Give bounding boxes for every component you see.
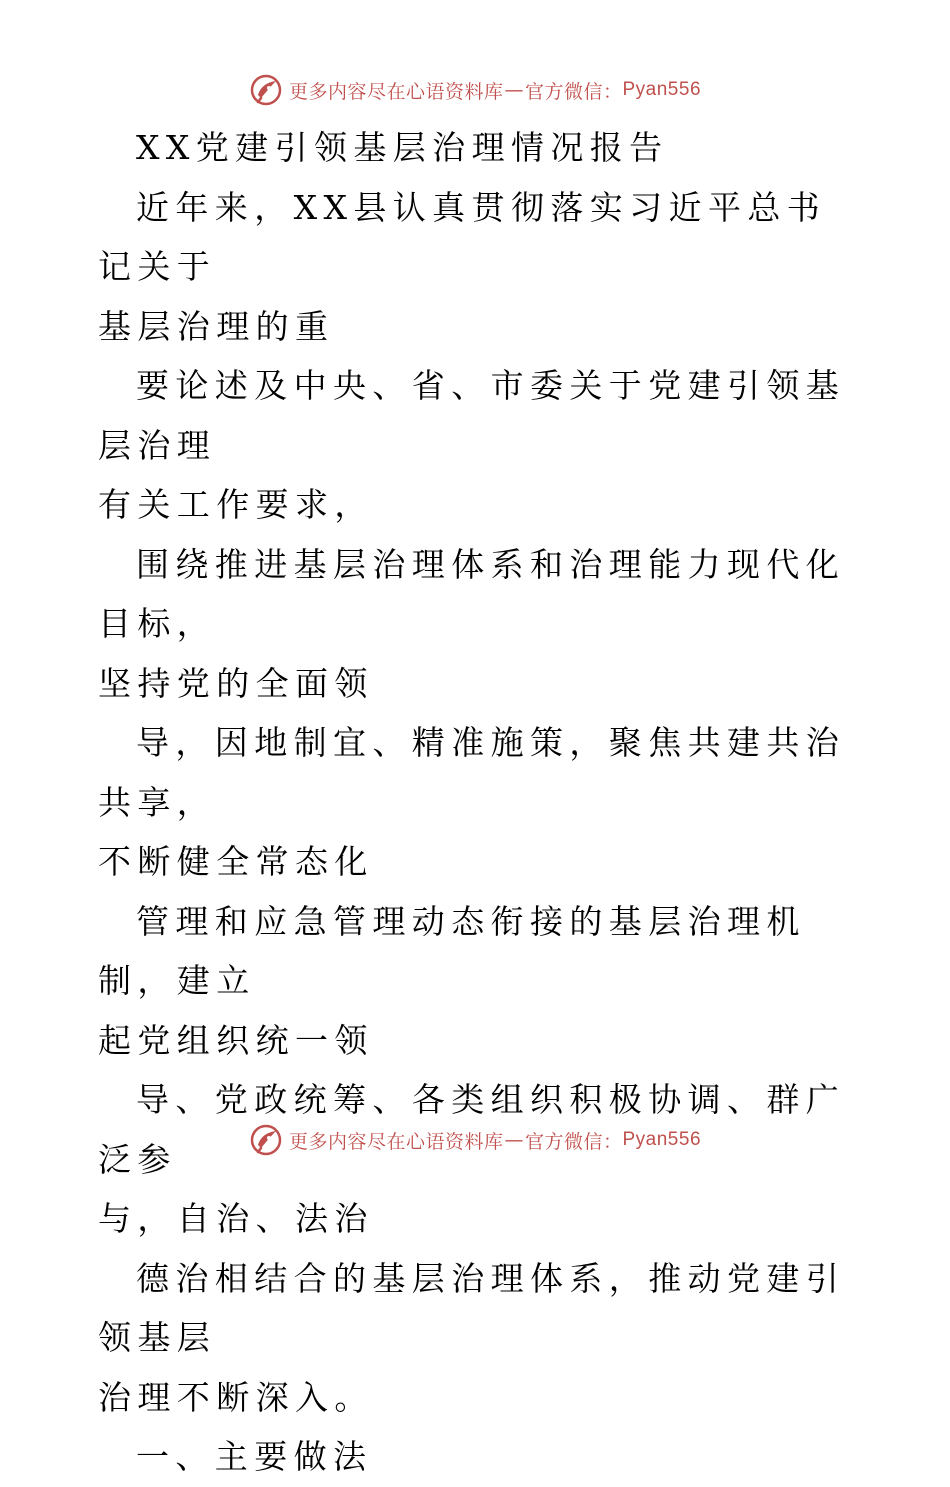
paragraph-line: 近年来，XX县认真贯彻落实习近平总书记关于: [98, 187, 827, 286]
paragraph-line: 导，因地制宜、精准施策，聚焦共建共治共享，: [98, 723, 846, 822]
paragraph-line: 与，自治、法治: [98, 1199, 374, 1238]
banner-separator: —: [504, 79, 524, 101]
brand-logo-icon: [249, 73, 283, 107]
paragraph-line: 不断健全常态化: [98, 842, 374, 881]
paragraph-line: 有关工作要求，: [98, 485, 374, 524]
banner-text: 更多内容尽在心语资料库: [288, 80, 504, 103]
document-body: [98, 118, 858, 1487]
header-watermark-banner: [0, 70, 950, 110]
banner-wechat-label: 官方微信：: [524, 80, 623, 103]
banner-wechat-id: Pyan556: [622, 1129, 702, 1150]
banner-text: 更多内容尽在心语资料库: [288, 1130, 504, 1153]
brand-logo-icon: [249, 1123, 283, 1157]
paragraph-line: 围绕推进基层治理体系和治理能力现代化目标，: [98, 544, 846, 643]
banner-wechat-label: 官方微信：: [524, 1130, 623, 1153]
paragraph-line: 要论述及中央、省、市委关于党建引领基层治理: [98, 366, 846, 465]
banner-wechat-id: Pyan556: [622, 79, 702, 100]
section-heading: 一、主要做法: [136, 1437, 373, 1476]
footer-watermark-banner: [0, 1120, 950, 1160]
paragraph-line: 坚持党的全面领: [98, 663, 374, 703]
banner-separator: —: [504, 1129, 524, 1151]
paragraph-line: 基层治理的重: [98, 306, 335, 346]
paragraph-line: 起党组织统一领: [98, 1020, 374, 1060]
document-title: XX党建引领基层治理情况报告: [136, 128, 669, 167]
paragraph-line: 德治相结合的基层治理体系，推动党建引领基层: [98, 1258, 846, 1357]
paragraph-line: 管理和应急管理动态衔接的基层治理机制，建立: [98, 901, 806, 1000]
paragraph-line: 导、党政统筹、各类组织积极协调、群广泛参: [98, 1080, 846, 1179]
paragraph-line: 治理不断深入。: [98, 1377, 374, 1417]
